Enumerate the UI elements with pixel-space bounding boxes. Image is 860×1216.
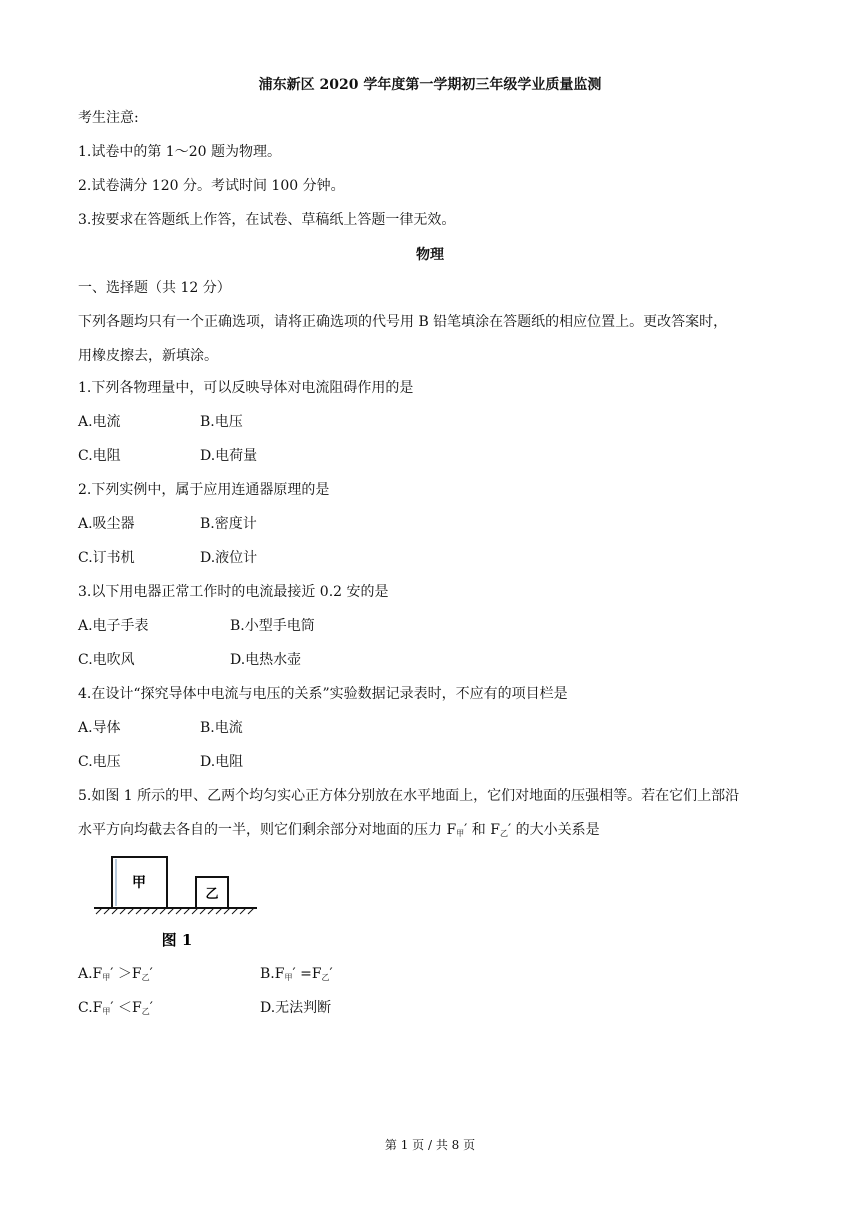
question-3-option-a: A.电子手表 — [78, 618, 149, 634]
question-1-option-a: A.电流 — [78, 414, 121, 430]
question-4-option-a: A.导体 — [78, 720, 121, 736]
option-b-sub-yi: 乙 — [321, 973, 330, 982]
question-1-option-d: D.电荷量 — [200, 448, 258, 464]
question-3-option-c: C.电吹风 — [78, 652, 135, 668]
question-3-option-d: D.电热水壶 — [230, 652, 302, 668]
option-b-relation: ′ =F — [292, 966, 322, 982]
section-heading: 一、选择题（共 12 分） — [78, 280, 231, 296]
option-c-prime: ′ — [149, 1000, 153, 1016]
option-c-sub-jia: 甲 — [102, 1007, 111, 1016]
question-4-option-d: D.电阻 — [200, 754, 244, 770]
question-2-option-b: B.密度计 — [200, 516, 257, 532]
figure-caption: 图 1 — [161, 931, 193, 949]
question-5-option-b — [260, 964, 333, 986]
question-5-stem-line-1: 5.如图 1 所示的甲、乙两个均匀实心正方体分别放在水平地面上，它们对地面的压强相等。若在它们上部沿 — [78, 788, 740, 804]
section-instructions-1: 下列各题均只有一个正确选项，请将正确选项的代号用 B 铅笔填涂在答题纸的相应位置上。更改答案时， — [78, 314, 728, 330]
figure-1 — [92, 850, 262, 954]
option-a-relation: ′ ＞F — [110, 966, 142, 982]
question-1-stem: 1.下列各物理量中，可以反映导体对电流阻碍作用的是 — [78, 380, 414, 396]
question-5-stem-text-b: ′ 和 F — [464, 822, 500, 838]
option-c-relation: ′ ＜F — [110, 1000, 142, 1016]
question-5-stem-text-c: ′ 的大小关系是 — [507, 822, 600, 838]
notice-item-1: 1.试卷中的第 1～20 题为物理。 — [78, 144, 281, 160]
question-3-option-b: B.小型手电筒 — [230, 618, 315, 634]
subject-heading: 物理 — [416, 247, 444, 263]
subscript-jia: 甲 — [456, 829, 465, 838]
option-b-prime: ′ — [329, 966, 333, 982]
option-a-sub-yi: 乙 — [141, 973, 150, 982]
option-b-text: B.F — [260, 966, 285, 982]
page-footer: 第 1 页 / 共 8 页 — [384, 1138, 476, 1152]
question-5-stem-line-2 — [78, 820, 600, 842]
option-a-prime: ′ — [149, 966, 153, 982]
notice-item-2: 2.试卷满分 120 分。考试时间 100 分钟。 — [78, 178, 345, 194]
option-a-text: A.F — [78, 966, 103, 982]
section-instructions-2: 用橡皮擦去，新填涂。 — [78, 348, 218, 364]
option-a-sub-jia: 甲 — [102, 973, 111, 982]
question-1-option-b: B.电压 — [200, 414, 243, 430]
option-c-text: C.F — [78, 1000, 103, 1016]
question-3-stem: 3.以下用电器正常工作时的电流最接近 0.2 安的是 — [78, 584, 389, 600]
subscript-yi: 乙 — [499, 829, 508, 838]
notice-heading: 考生注意: — [78, 110, 139, 126]
question-2-option-d: D.液位计 — [200, 550, 258, 566]
question-5-option-d: D.无法判断 — [260, 1000, 332, 1016]
exam-title: 浦东新区 2020 学年度第一学期初三年级学业质量监测 — [258, 77, 602, 93]
question-2-option-c: C.订书机 — [78, 550, 135, 566]
question-5-option-a — [78, 964, 153, 986]
option-b-sub-jia: 甲 — [284, 973, 293, 982]
question-2-stem: 2.下列实例中，属于应用连通器原理的是 — [78, 482, 330, 498]
question-4-option-c: C.电压 — [78, 754, 121, 770]
notice-item-3: 3.按要求在答题纸上作答，在试卷、草稿纸上答题一律无效。 — [78, 212, 456, 228]
cube-jia-label: 甲 — [132, 875, 146, 891]
figure-1-drawing — [92, 850, 262, 950]
question-4-option-b: B.电流 — [200, 720, 243, 736]
cube-yi-label: 乙 — [205, 887, 219, 902]
question-5-stem-text-a: 水平方向均截去各自的一半，则它们剩余部分对地面的压力 F — [78, 822, 457, 838]
question-5-option-c — [78, 998, 153, 1020]
question-2-option-a: A.吸尘器 — [78, 516, 135, 532]
question-4-stem: 4.在设计“探究导体中电流与电压的关系”实验数据记录表时，不应有的项目栏是 — [78, 686, 568, 702]
option-c-sub-yi: 乙 — [141, 1007, 150, 1016]
question-1-option-c: C.电阻 — [78, 448, 121, 464]
